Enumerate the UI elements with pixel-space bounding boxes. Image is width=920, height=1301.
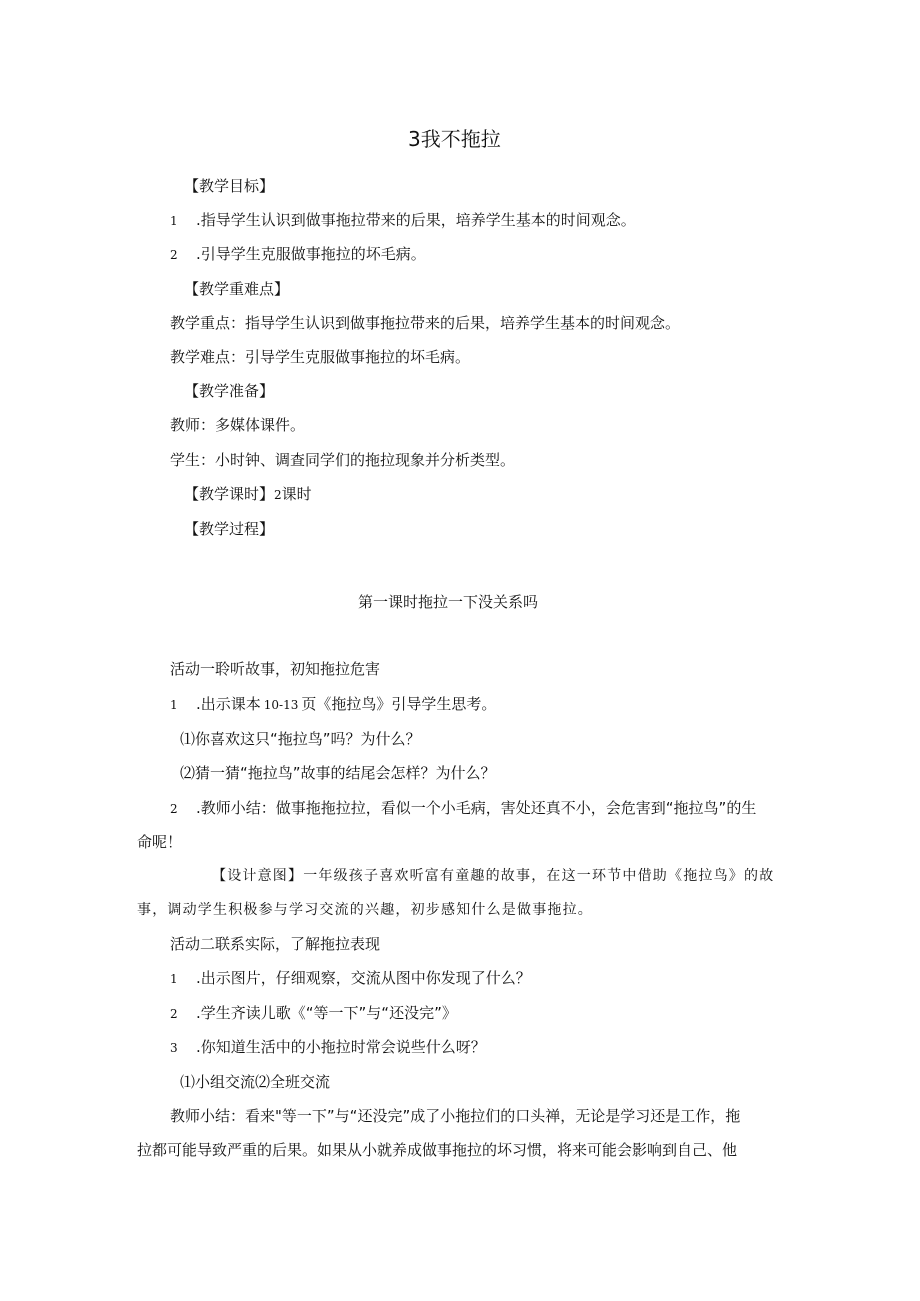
- teacher-summary-line-2: 拉都可能导致严重的后果。如果从小就养成做事拖拉的坏习惯，将来可能会影响到自己、他: [137, 1141, 738, 1159]
- key-point-difficulty: 教学难点：引导学生克服做事拖拉的坏毛病。: [170, 348, 471, 366]
- item-text: 页《拖拉鸟》引导学生思考。: [301, 695, 497, 713]
- activity2-item-2: [170, 1003, 457, 1024]
- objective-text: .引导学生克服做事拖拉的坏毛病。: [196, 245, 426, 263]
- item-text: .学生齐读儿歌《“等一下”与“还没完”》: [196, 1004, 457, 1022]
- process-heading: 【教学过程】: [184, 520, 275, 538]
- activity2-item-3: [170, 1037, 486, 1058]
- objective-text: .指导学生认识到做事拖拉带来的后果，培养学生基本的时间观念。: [196, 211, 636, 229]
- hours-heading: 【教学课时】: [184, 485, 275, 503]
- hours-value: 2: [274, 488, 282, 502]
- activity2-item-1: [170, 968, 531, 989]
- activity1-heading: 活动一聆听故事，初知拖拉危害: [170, 660, 381, 678]
- activity1-item-2-continued: 命呢！: [137, 833, 183, 851]
- objective-number: 2: [170, 248, 178, 262]
- item-number: 3: [170, 1041, 178, 1055]
- preparation-student: 学生：小时钟、调查同学们的拖拉现象并分析类型。: [170, 451, 516, 469]
- lesson-title: 第一课时拖拉一下没关系吗: [358, 593, 539, 611]
- question-2: ⑵猜一猜“拖拉鸟”故事的结尾会怎样？为什么？: [180, 764, 496, 782]
- design-intent-line-2: 事，调动学生积极参与学习交流的兴趣，初步感知什么是做事拖拉。: [137, 902, 593, 918]
- preparation-teacher: 教师：多媒体课件。: [170, 416, 306, 434]
- item-text: .教师小结：做事拖拖拉拉，看似一个小毛病，害处还真不小，会危害到“拖拉鸟”的生: [196, 799, 757, 817]
- hours-line: [184, 484, 312, 505]
- key-point-focus: 教学重点：指导学生认识到做事拖拉带来的后果，培养学生基本的时间观念。: [170, 314, 681, 332]
- objective-number: 1: [170, 214, 178, 228]
- teacher-summary-line-1: 教师小结：看来"等一下”与“还没完”成了小拖拉们的口头禅，无论是学习还是工作，拖: [170, 1107, 741, 1125]
- item-number: 2: [170, 1007, 178, 1021]
- preparation-heading: 【教学准备】: [184, 382, 275, 400]
- activity1-item-2: [170, 798, 756, 819]
- activity1-item-1: [170, 694, 496, 715]
- item-text: .出示图片，仔细观察，交流从图中你发现了什么？: [196, 969, 531, 987]
- item-text: .你知道生活中的小拖拉时常会说些什么呀？: [196, 1038, 486, 1056]
- page-title: 3我不拖拉: [408, 127, 501, 151]
- design-intent-line-1: 【设计意图】一年级孩子喜欢听富有童趣的故事，在这一环节中借助《拖拉鸟》的故: [212, 868, 775, 884]
- objectives-heading: 【教学目标】: [184, 177, 275, 195]
- key-points-heading: 【教学重难点】: [184, 280, 290, 298]
- activity2-sub: ⑴小组交流⑵全班交流: [180, 1073, 331, 1091]
- activity2-heading: 活动二联系实际，了解拖拉表现: [170, 935, 381, 953]
- hours-unit: 课时: [281, 485, 312, 503]
- objective-item-2: [170, 244, 426, 265]
- item-number: 1: [170, 698, 178, 712]
- item-number: 2: [170, 802, 178, 816]
- objective-item-1: [170, 210, 636, 231]
- question-1: ⑴你喜欢这只“拖拉鸟”吗？为什么？: [180, 730, 421, 748]
- page-range: 10-13: [263, 698, 299, 712]
- item-text: .出示课本: [196, 695, 261, 713]
- item-number: 1: [170, 972, 178, 986]
